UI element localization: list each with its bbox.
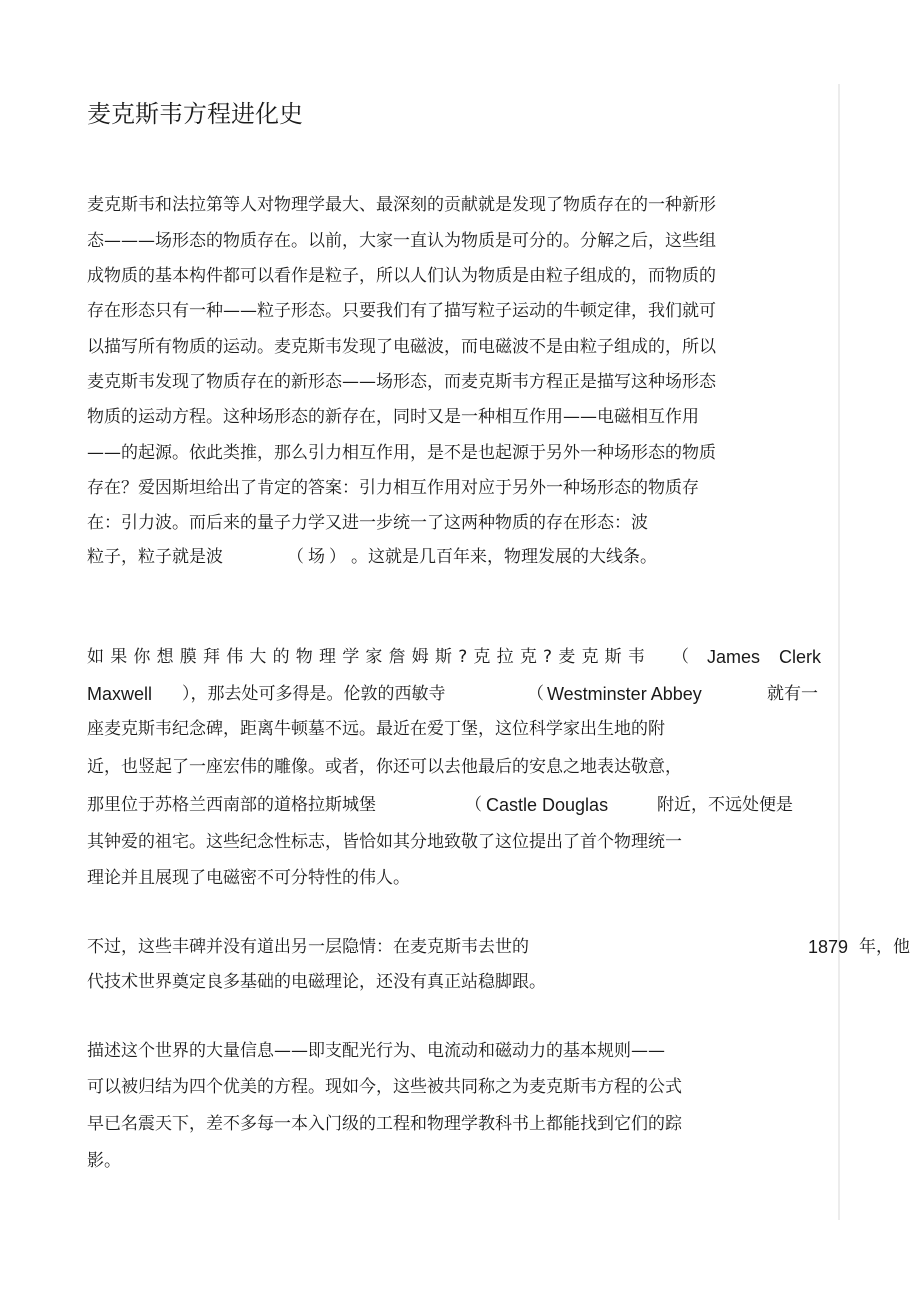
text-line: 物质的运动方程。这种场形态的新存在，同时又是一种相互作用——电磁相互作用	[87, 407, 699, 427]
text-segment: （场）	[287, 547, 350, 567]
text-segment: （	[672, 647, 689, 667]
text-line: 成物质的基本构件都可以看作是粒子，所以人们认为物质是由粒子组成的，而物质的	[87, 266, 716, 286]
text-segment: （	[527, 684, 544, 704]
text-segment: Clerk	[779, 647, 822, 667]
text-line: ——的起源。依此类推，那么引力相互作用，是不是也起源于另外一种场形态的物质	[87, 443, 716, 463]
text-line: 代技术世界奠定良多基础的电磁理论，还没有真正站稳脚跟。	[87, 972, 546, 992]
text-line: 态———场形态的物质存在。以前，大家一直认为物质是可分的。分解之后，这些组	[87, 231, 716, 251]
text-line: 在：引力波。而后来的量子力学又进一步统一了这两种物质的存在形态：波	[87, 513, 648, 533]
text-line: 理论并且展现了电磁密不可分特性的伟人。	[87, 868, 410, 888]
text-segment: （	[465, 795, 482, 815]
text-line: 近，也竖起了一座宏伟的雕像。或者，你还可以去他最后的安息之地表达敬意，	[87, 757, 682, 777]
document-title: 麦克斯韦方程进化史	[87, 100, 303, 128]
text-segment: Maxwell	[87, 684, 153, 704]
text-segment: 附近，不远处便是	[657, 795, 793, 815]
page-edge-line	[838, 84, 840, 1220]
text-line: 以描写所有物质的运动。麦克斯韦发现了电磁波，而电磁波不是由粒子组成的，所以	[87, 337, 716, 357]
text-line: 描述这个世界的大量信息——即支配光行为、电流动和磁动力的基本规则——	[87, 1041, 665, 1061]
text-line: 麦克斯韦发现了物质存在的新形态——场形态，而麦克斯韦方程正是描写这种场形态	[87, 372, 716, 392]
text-segment: 如果你想膜拜伟大的物理学家詹姆斯?克拉克?麦克斯韦	[87, 647, 652, 667]
text-line	[87, 682, 827, 706]
text-segment: 粒子，粒子就是波	[87, 547, 223, 567]
text-line: 其钟爱的祖宅。这些纪念性标志，皆恰如其分地致敬了这位提出了首个物理统一	[87, 832, 682, 852]
text-segment: 就有一	[767, 684, 818, 704]
text-segment: Westminster Abbey	[547, 684, 702, 704]
text-line: 座麦克斯韦纪念碑，距离牛顿墓不远。最近在爱丁堡，这位科学家出生地的附	[87, 719, 665, 739]
text-line	[87, 935, 920, 959]
text-line	[87, 545, 787, 569]
text-line	[87, 645, 827, 669]
text-line: 存在形态只有一种——粒子形态。只要我们有了描写粒子运动的牛顿定律，我们就可	[87, 301, 716, 321]
text-line	[87, 793, 827, 817]
text-segment: ），那去处可多得是。伦敦的西敏寺	[182, 684, 446, 704]
text-segment: 不过，这些丰碑并没有道出另一层隐情：在麦克斯韦去世的	[87, 937, 529, 957]
text-line: 影。	[87, 1151, 121, 1171]
text-line: 早已名震天下，差不多每一本入门级的工程和物理学教科书上都能找到它们的踪	[87, 1114, 682, 1134]
text-segment: James	[707, 647, 761, 667]
text-segment: Castle Douglas	[486, 795, 609, 815]
text-segment: 。这就是几百年来，物理发展的大线条。	[351, 547, 657, 567]
text-line: 可以被归结为四个优美的方程。现如今，这些被共同称之为麦克斯韦方程的公式	[87, 1077, 682, 1097]
text-segment: 年，他	[859, 937, 910, 957]
text-segment: 那里位于苏格兰西南部的道格拉斯城堡	[87, 795, 376, 815]
text-line: 存在？爱因斯坦给出了肯定的答案：引力相互作用对应于另外一种场形态的物质存	[87, 478, 699, 498]
text-line: 麦克斯韦和法拉第等人对物理学最大、最深刻的贡献就是发现了物质存在的一种新形	[87, 195, 716, 215]
text-segment: 1879	[808, 937, 849, 957]
